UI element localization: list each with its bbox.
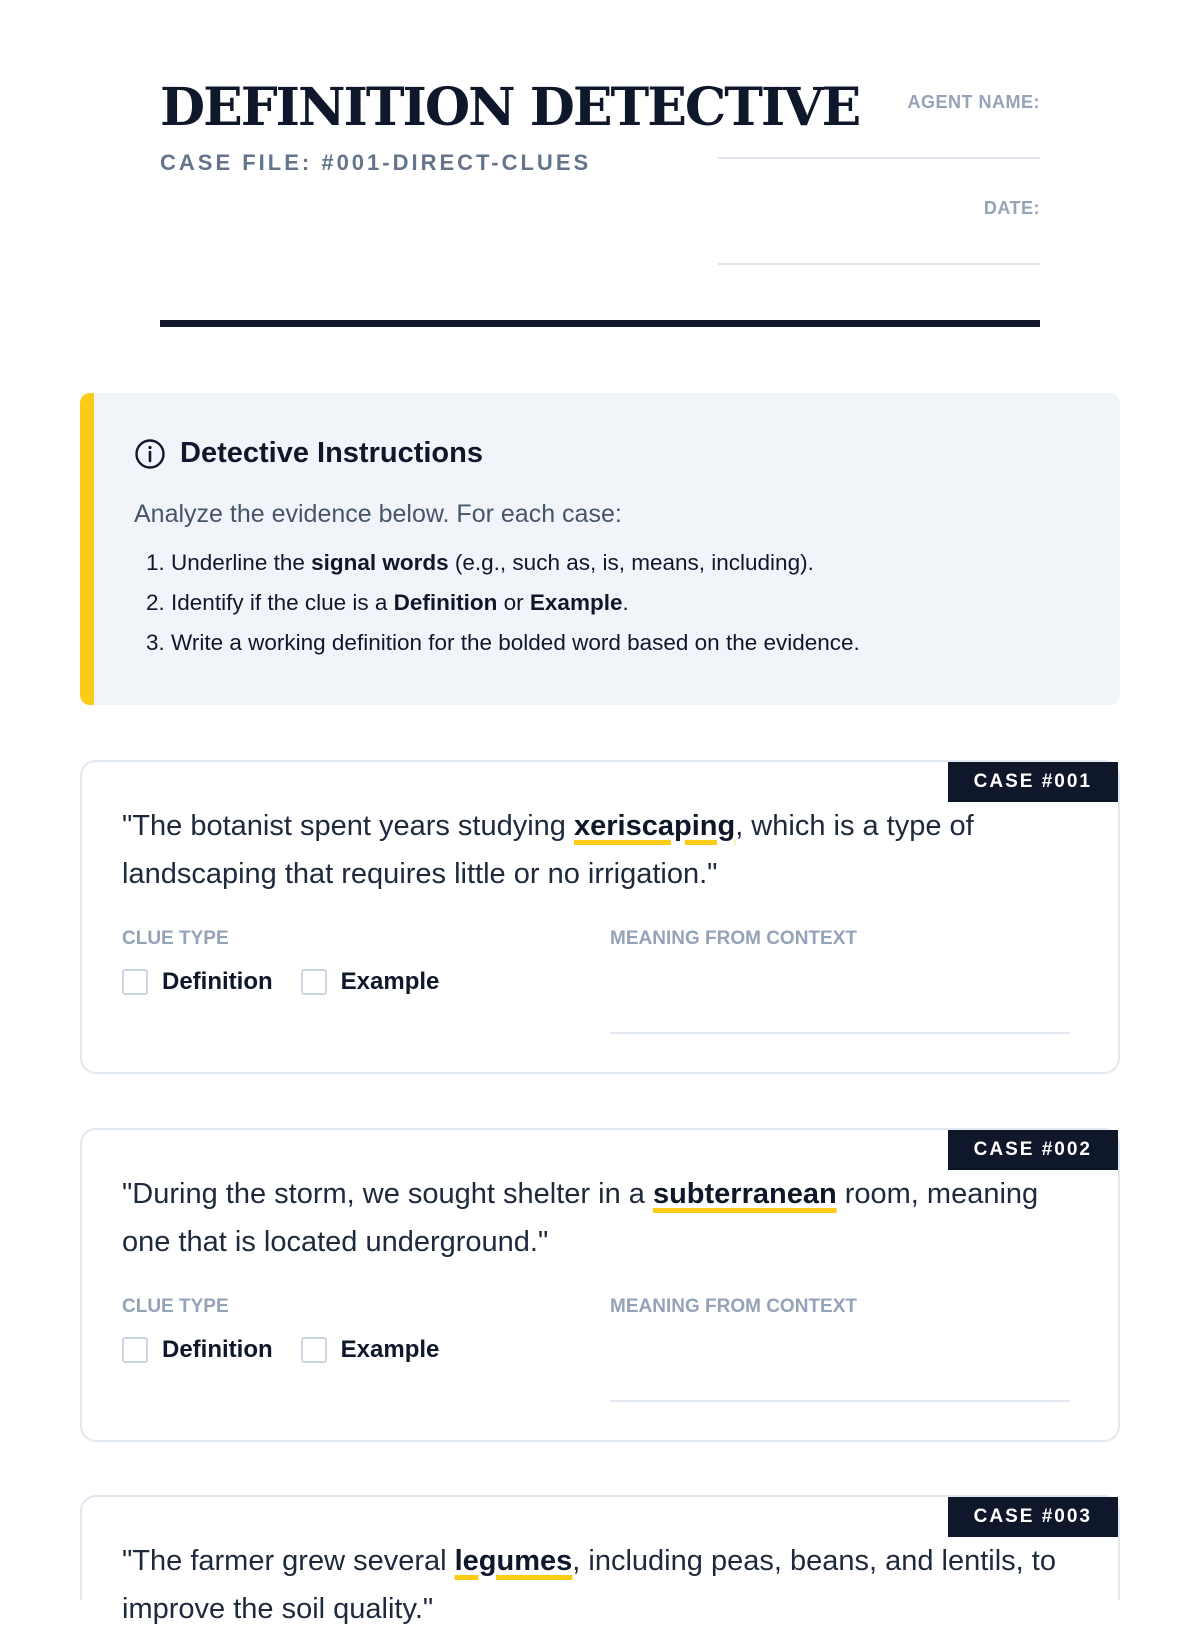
- case-card-002: [80, 1128, 1120, 1442]
- instruction-step: 2. Identify if the clue is a Definition or Example.: [146, 590, 629, 615]
- example-checkbox[interactable]: Example: [301, 1336, 440, 1364]
- case-tag: CASE #001: [948, 762, 1118, 802]
- clue-type-options: [122, 1336, 439, 1364]
- instructions-panel: [80, 393, 1120, 705]
- meaning-answer-line[interactable]: [610, 1400, 1070, 1402]
- definition-checkbox[interactable]: Definition: [122, 1336, 273, 1364]
- date-field[interactable]: [718, 198, 1040, 265]
- meaning-label: MEANING FROM CONTEXT: [610, 928, 857, 949]
- instructions-title: Detective Instructions: [180, 437, 483, 469]
- instructions-heading: [134, 437, 1080, 470]
- agent-name-field[interactable]: [718, 92, 1040, 159]
- case-card-001: [80, 760, 1120, 1074]
- case-tag: CASE #002: [948, 1130, 1118, 1170]
- header-divider: [160, 320, 1040, 327]
- instruction-step: 3. Write a working definition for the bolded word based on the evidence.: [146, 630, 860, 655]
- case-tag: CASE #003: [948, 1497, 1118, 1537]
- meaning-label: MEANING FROM CONTEXT: [610, 1296, 857, 1317]
- date-line[interactable]: [718, 263, 1040, 265]
- meaning-answer-line[interactable]: [610, 1032, 1070, 1034]
- example-checkbox[interactable]: Example: [301, 968, 440, 996]
- target-word: subterranean: [652, 1178, 837, 1210]
- definition-checkbox[interactable]: Definition: [122, 968, 273, 996]
- info-icon: [134, 438, 166, 470]
- case-card-003: [80, 1495, 1120, 1625]
- instructions-intro: Analyze the evidence below. For each case:: [134, 500, 622, 528]
- case-evidence-quote: "During the storm, we sought shelter in a subterranean room, meaning one that is located underground.": [122, 1178, 1039, 1258]
- instructions-steps: [134, 543, 1080, 663]
- case-evidence-quote: "The farmer grew several legumes, including peas, beans, and lentils, to improve the soil quality.": [122, 1545, 1056, 1625]
- clue-type-label: CLUE TYPE: [122, 1296, 229, 1317]
- target-word: xeriscaping: [574, 810, 736, 842]
- worksheet-header: [80, 0, 1120, 330]
- target-word: legumes: [454, 1545, 573, 1577]
- checkbox-box[interactable]: [301, 1337, 327, 1363]
- checkbox-box[interactable]: [122, 969, 148, 995]
- agent-name-label: AGENT NAME:: [907, 92, 1040, 112]
- checkbox-box[interactable]: [122, 1337, 148, 1363]
- date-label: DATE:: [983, 198, 1040, 218]
- clue-type-label: CLUE TYPE: [122, 928, 229, 949]
- clue-type-options: [122, 968, 439, 996]
- checkbox-box[interactable]: [301, 969, 327, 995]
- case-evidence-quote: "The botanist spent years studying xeriscaping, which is a type of landscaping that requires little or no irrigation.": [122, 810, 974, 890]
- case-file-id: CASE FILE: #001-DIRECT-CLUES: [160, 150, 592, 175]
- instruction-step: 1. Underline the signal words (e.g., such as, is, means, including).: [146, 550, 814, 575]
- agent-name-line[interactable]: [718, 157, 1040, 159]
- page-title: DEFINITION DETECTIVE: [160, 77, 860, 138]
